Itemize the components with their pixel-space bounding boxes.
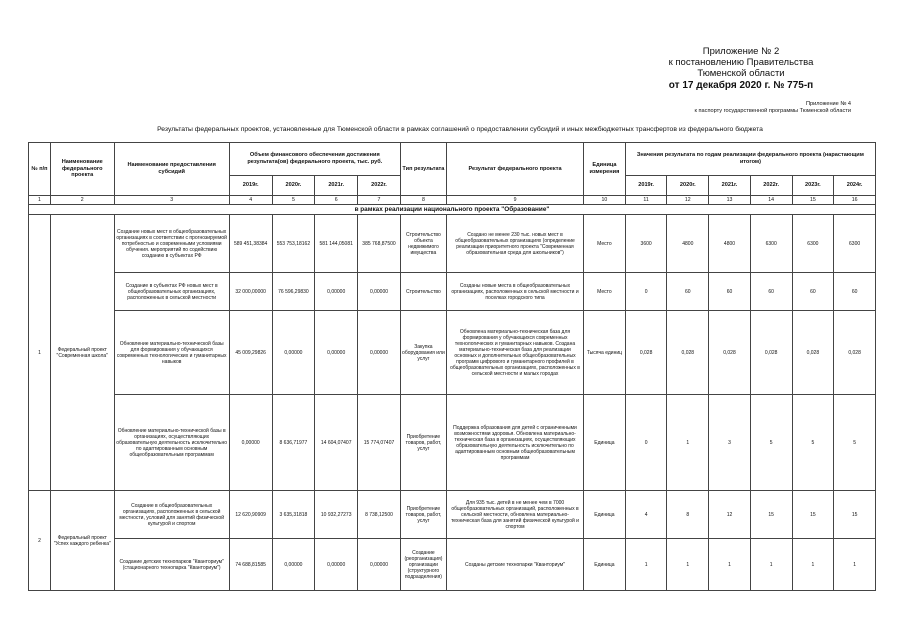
col-number: 1 xyxy=(29,196,51,205)
th-num: № п/п xyxy=(29,143,51,196)
row-result: Созданы детские технопарки "Кванториум" xyxy=(446,539,583,591)
row-value: 5 xyxy=(750,395,792,491)
col-number: 10 xyxy=(584,196,626,205)
row-funding: 385 768,87500 xyxy=(358,215,401,273)
row-unit: Единица xyxy=(584,539,626,591)
document-title: Результаты федеральных проектов, установленные для Тюменской области в рамках соглашений о предоставлении субсидий и иных межбюджетных трансфертов из федерального бюджета xyxy=(157,126,763,133)
row-funding: 32 000,00000 xyxy=(229,273,272,311)
row-funding: 0,00000 xyxy=(272,539,315,591)
th-v-year: 2022г. xyxy=(750,176,792,196)
th-v-year: 2024г. xyxy=(834,176,876,196)
th-values: Значения результата по годам реализации федерального проекта (нарастающим итогом) xyxy=(625,143,875,176)
header-row-top xyxy=(29,143,876,176)
row-unit: Единица xyxy=(584,491,626,539)
col-number: 12 xyxy=(667,196,709,205)
row-value: 60 xyxy=(834,273,876,311)
table-row xyxy=(29,215,876,273)
row-value: 60 xyxy=(667,273,709,311)
row-funding: 581 144,05081 xyxy=(315,215,358,273)
row-funding: 74 688,81585 xyxy=(229,539,272,591)
row-funding: 0,00000 xyxy=(315,539,358,591)
row-value: 60 xyxy=(750,273,792,311)
row-value: 1 xyxy=(625,539,667,591)
results-table xyxy=(28,142,876,591)
section-row xyxy=(29,205,876,215)
appendix-header xyxy=(631,46,851,92)
table-row xyxy=(29,311,876,395)
row-value: 0 xyxy=(625,273,667,311)
appendix-date: от 17 декабря 2020 г. № 775-п xyxy=(668,80,814,91)
row-num: 1 xyxy=(29,215,51,491)
row-value: 0,028 xyxy=(667,311,709,395)
passport-note xyxy=(521,101,851,115)
row-subsidy: Создание новых мест в общеобразовательных организациях в соответствии с прогнозируемой потребностью и современными условиями обучения. мероприятий по содействию созданию в субъектах РФ xyxy=(114,215,229,273)
row-type: Строительство объекта недвижимого имущества xyxy=(400,215,446,273)
row-subsidy: Создание в субъектах РФ новых мест в общеобразовательных организациях, расположенных в сельской местности xyxy=(114,273,229,311)
row-value: 4800 xyxy=(667,215,709,273)
row-value: 0,028 xyxy=(709,311,751,395)
row-value: 1 xyxy=(709,539,751,591)
row-value: 15 xyxy=(834,491,876,539)
th-funding: Объем финансового обеспечения достижения результата(ов) федерального проекта, тыс. руб. xyxy=(229,143,400,176)
appendix-decree: к постановлению Правительства xyxy=(668,57,814,68)
th-subsidy: Наименование предоставления субсидий xyxy=(114,143,229,196)
note-appendix: Приложение № 4 xyxy=(805,101,851,107)
row-result: Обновлена материально-техническая база для формирования у обучающихся современных технологических и гуманитарных навыков. Создана материально-техническая база для реализации основных и дополнительных общеобразовательных программ цифрового и гуманитарного профилей в общеобразовательных организациях, расположенных в сельской местности и малых городах xyxy=(446,311,583,395)
row-funding: 12 620,90909 xyxy=(229,491,272,539)
row-value: 1 xyxy=(667,395,709,491)
row-value: 6300 xyxy=(834,215,876,273)
row-funding: 10 932,27273 xyxy=(315,491,358,539)
row-value: 15 xyxy=(792,491,834,539)
row-funding: 8 738,12500 xyxy=(358,491,401,539)
th-result-type: Тип результата xyxy=(400,143,446,196)
col-number: 8 xyxy=(400,196,446,205)
row-value: 12 xyxy=(709,491,751,539)
col-number: 13 xyxy=(709,196,751,205)
row-type: Приобретение товаров, работ, услуг xyxy=(400,395,446,491)
row-subsidy: Обновление материально-технической базы для формирования у обучающихся современных технологических и гуманитарных навыков xyxy=(114,311,229,395)
col-number: 15 xyxy=(792,196,834,205)
row-num: 2 xyxy=(29,491,51,591)
row-funding: 0,00000 xyxy=(358,311,401,395)
row-value: 1 xyxy=(750,539,792,591)
row-value: 1 xyxy=(792,539,834,591)
row-project: Федеральный проект "Успех каждого ребенка" xyxy=(50,491,114,591)
row-funding: 0,00000 xyxy=(272,311,315,395)
row-subsidy: Создание детских технопарков "Кванториум" (стационарного технопарка "Кванториум") xyxy=(114,539,229,591)
row-value: 5 xyxy=(792,395,834,491)
row-unit: Место xyxy=(584,215,626,273)
table-row xyxy=(29,273,876,311)
row-unit: Место xyxy=(584,273,626,311)
row-value: 1 xyxy=(834,539,876,591)
th-v-year: 2021г. xyxy=(709,176,751,196)
row-result: Создано не менее 230 тыс. новых мест в общеобразовательных организациях (определение реализации приоритетного проекта "Современная образовательная среда для школьников") xyxy=(446,215,583,273)
th-unit: Единица измерения xyxy=(584,143,626,196)
row-value: 4 xyxy=(625,491,667,539)
appendix-region: Тюменской области xyxy=(697,68,785,79)
th-project: Наименование федерального проекта xyxy=(50,143,114,196)
col-number: 6 xyxy=(315,196,358,205)
row-funding: 0,00000 xyxy=(358,539,401,591)
row-unit: Единица xyxy=(584,395,626,491)
row-funding: 45 009,29826 xyxy=(229,311,272,395)
row-funding: 0,00000 xyxy=(315,311,358,395)
row-result: Поддержка образования для детей с ограниченными возможностями здоровья. Обновлена материально-техническая база в организациях, осуществляющих образовательную деятельность исключительно по адаптированным основным общеобразовательным программам xyxy=(446,395,583,491)
row-value: 5 xyxy=(834,395,876,491)
col-number: 3 xyxy=(114,196,229,205)
row-funding: 0,00000 xyxy=(358,273,401,311)
row-funding: 0,00000 xyxy=(229,395,272,491)
row-value: 0,028 xyxy=(750,311,792,395)
th-v-year: 2019г. xyxy=(625,176,667,196)
row-funding: 14 604,07407 xyxy=(315,395,358,491)
row-value: 60 xyxy=(709,273,751,311)
table-row xyxy=(29,491,876,539)
row-value: 3 xyxy=(709,395,751,491)
row-subsidy: Обновление материально-технической базы в организациях, осуществляющих образовательную деятельность исключительно по адаптированным основным общеобразовательным программам xyxy=(114,395,229,491)
row-value: 60 xyxy=(792,273,834,311)
column-numbers-row xyxy=(29,196,876,205)
row-value: 15 xyxy=(750,491,792,539)
section-title: в рамках реализации национального проекта "Образование" xyxy=(29,205,876,215)
col-number: 14 xyxy=(750,196,792,205)
row-value: 0 xyxy=(625,395,667,491)
row-funding: 15 774,07407 xyxy=(358,395,401,491)
th-f-year: 2019г. xyxy=(229,176,272,196)
row-project: Федеральный проект "Современная школа" xyxy=(50,215,114,491)
col-number: 5 xyxy=(272,196,315,205)
row-value: 0,028 xyxy=(625,311,667,395)
row-funding: 76 596,29830 xyxy=(272,273,315,311)
row-subsidy: Создание в общеобразовательных организациях, расположенных в сельской местности, условий для занятий физической культурой и спортом xyxy=(114,491,229,539)
row-funding: 3 635,31818 xyxy=(272,491,315,539)
col-number: 16 xyxy=(834,196,876,205)
col-number: 2 xyxy=(50,196,114,205)
row-value: 0,028 xyxy=(792,311,834,395)
row-value: 6300 xyxy=(750,215,792,273)
row-value: 3600 xyxy=(625,215,667,273)
row-value: 4800 xyxy=(709,215,751,273)
appendix-number: Приложение № 2 xyxy=(702,46,780,57)
row-funding: 553 753,18162 xyxy=(272,215,315,273)
row-funding: 8 636,71977 xyxy=(272,395,315,491)
row-result: Созданы новые места в общеобразовательных организациях, расположенных в сельской местности и поселках городского типа xyxy=(446,273,583,311)
row-result: Для 935 тыс. детей в не менее чем в 7000 общеобразовательных организаций, расположенных в сельской местности, обновлена материально-техническая база для занятий физической культурой и спортом xyxy=(446,491,583,539)
row-type: Приобретение товаров, работ, услуг xyxy=(400,491,446,539)
note-passport: к паспорту государственной программы Тюменской области xyxy=(694,108,851,114)
th-v-year: 2023г. xyxy=(792,176,834,196)
th-result: Результат федерального проекта xyxy=(446,143,583,196)
row-value: 0,028 xyxy=(834,311,876,395)
row-value: 8 xyxy=(667,491,709,539)
table-row xyxy=(29,539,876,591)
row-unit: Тысяча единиц xyxy=(584,311,626,395)
row-value: 6300 xyxy=(792,215,834,273)
row-funding: 589 451,38384 xyxy=(229,215,272,273)
row-type: Закупка оборудования или услуг xyxy=(400,311,446,395)
table-row xyxy=(29,395,876,491)
row-value: 1 xyxy=(667,539,709,591)
col-number: 7 xyxy=(358,196,401,205)
th-f-year: 2020г. xyxy=(272,176,315,196)
col-number: 4 xyxy=(229,196,272,205)
th-v-year: 2020г. xyxy=(667,176,709,196)
col-number: 11 xyxy=(625,196,667,205)
row-type: Создание (реорганизация) организации (структурного подразделения) xyxy=(400,539,446,591)
row-type: Строительство xyxy=(400,273,446,311)
row-funding: 0,00000 xyxy=(315,273,358,311)
th-f-year: 2022г. xyxy=(358,176,401,196)
col-number: 9 xyxy=(446,196,583,205)
th-f-year: 2021г. xyxy=(315,176,358,196)
